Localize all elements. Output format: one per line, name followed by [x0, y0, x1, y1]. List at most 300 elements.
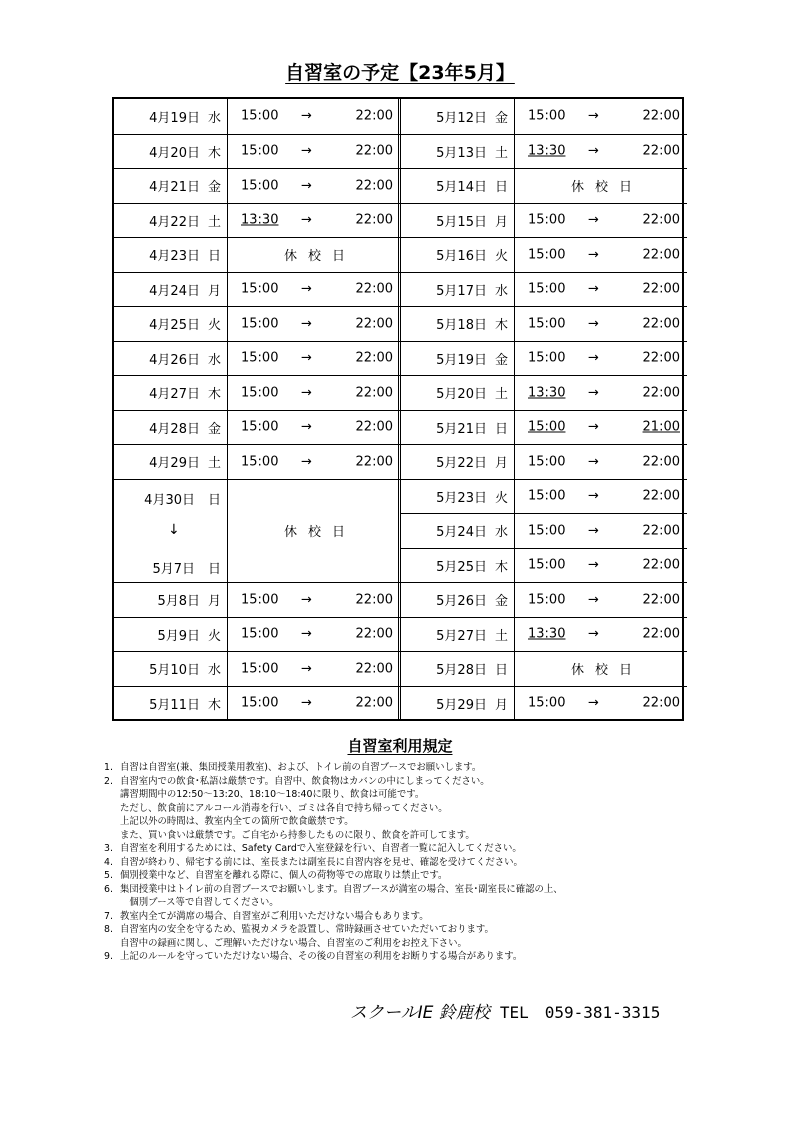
- rule-line: [104, 815, 724, 829]
- date-cell: [401, 618, 515, 652]
- time-cell: [516, 376, 687, 410]
- date-cell: [114, 480, 228, 583]
- arrow-icon: →: [588, 454, 599, 470]
- weekday: 火: [207, 318, 221, 334]
- date-text: 5月29日: [436, 697, 487, 713]
- schedule-row: [401, 134, 687, 169]
- rule-line: [104, 923, 724, 937]
- date-text: 5月20日: [436, 387, 487, 403]
- close-time: 22:00: [642, 557, 680, 573]
- date-cell: [401, 480, 515, 514]
- arrow-icon: →: [588, 695, 599, 711]
- weekday: 土: [494, 387, 508, 403]
- schedule-row: [114, 203, 400, 238]
- rule-number: 3.: [104, 843, 113, 854]
- date-cell: [401, 238, 515, 272]
- rule-line: [104, 829, 724, 843]
- arrow-icon: →: [588, 350, 599, 366]
- schedule-row: [114, 617, 400, 652]
- time-cell: [516, 549, 687, 583]
- arrow-icon: →: [588, 557, 599, 573]
- date-cell: [114, 135, 228, 169]
- date-cell: [401, 99, 515, 134]
- open-time: 15:00: [241, 316, 279, 332]
- date-text: 5月21日: [436, 421, 487, 437]
- date-text: 5月22日: [436, 456, 487, 472]
- arrow-icon: →: [301, 143, 312, 159]
- date-cell: [401, 445, 515, 479]
- schedule-row: [401, 513, 687, 548]
- date-text: 4月29日: [149, 456, 200, 472]
- date-text: 4月23日: [149, 249, 200, 265]
- close-time: 22:00: [355, 212, 393, 228]
- rule-text: 教室内全てが満席の場合、自習室がご利用いただけない場合もあります。: [120, 910, 429, 922]
- weekday: 水: [494, 283, 508, 299]
- open-time: 13:30: [528, 143, 566, 159]
- arrow-icon: →: [301, 661, 312, 677]
- weekday: 月: [494, 456, 508, 472]
- date-cell: [401, 376, 515, 410]
- rule-line: [104, 788, 724, 802]
- weekday: 土: [494, 145, 508, 161]
- date-text: 5月26日: [436, 594, 487, 610]
- date-text: 4月20日: [149, 145, 200, 161]
- rule-line: [104, 950, 724, 964]
- date-cell: [401, 342, 515, 376]
- schedule-table: [112, 97, 684, 721]
- date-text: 4月28日: [149, 421, 200, 437]
- time-cell: [516, 99, 687, 134]
- footer: [350, 998, 660, 1023]
- rule-text: 集団授業中はトイレ前の自習ブースでお願いします。自習ブースが満室の場合、室長･副室長に確認の上、: [120, 883, 563, 895]
- time-cell: [229, 583, 400, 617]
- date-cell: [114, 307, 228, 341]
- date-cell: [401, 583, 515, 617]
- close-time: 22:00: [355, 316, 393, 332]
- open-time: 15:00: [241, 281, 279, 297]
- date-cell: [401, 687, 515, 721]
- schedule-row: [401, 582, 687, 617]
- close-time: 22:00: [355, 108, 393, 124]
- date-text: 5月9日: [157, 628, 200, 644]
- close-time: 22:00: [355, 626, 393, 642]
- open-time: 15:00: [241, 178, 279, 194]
- schedule-row: [114, 168, 400, 203]
- rule-line: [104, 856, 724, 870]
- time-cell: [229, 618, 400, 652]
- schedule-row: [114, 582, 400, 617]
- weekday: 木: [207, 387, 221, 403]
- open-time: 13:30: [241, 212, 279, 228]
- weekday: 木: [207, 145, 221, 161]
- rule-line: [104, 910, 724, 924]
- rule-text: 自習中の録画に関し、ご理解いただけない場合、自習室のご利用をお控え下さい。: [120, 937, 467, 949]
- arrow-icon: →: [588, 281, 599, 297]
- time-cell: [516, 135, 687, 169]
- time-cell: [516, 583, 687, 617]
- weekday: 水: [207, 663, 221, 679]
- schedule-row: [401, 651, 687, 686]
- schedule-row: [401, 272, 687, 307]
- date-cell: [114, 273, 228, 307]
- time-cell: [516, 273, 687, 307]
- close-time: 22:00: [355, 454, 393, 470]
- close-time: 22:00: [642, 281, 680, 297]
- arrow-icon: →: [301, 454, 312, 470]
- date-cell: [114, 687, 228, 721]
- schedule-row: [114, 306, 400, 341]
- weekday: 水: [207, 110, 221, 126]
- rule-number: 2.: [104, 775, 113, 787]
- open-time: 15:00: [528, 247, 566, 263]
- open-time: 15:00: [528, 523, 566, 539]
- arrow-icon: →: [301, 592, 312, 608]
- time-cell: [516, 204, 687, 238]
- date-cell: [114, 342, 228, 376]
- arrow-icon: →: [588, 626, 599, 642]
- date-text: 5月18日: [436, 318, 487, 334]
- close-time: 22:00: [355, 178, 393, 194]
- closed-label: 休校日: [283, 525, 356, 541]
- schedule-row: [401, 237, 687, 272]
- date-cell: [401, 135, 515, 169]
- open-time: 15:00: [241, 695, 279, 711]
- open-time: 15:00: [528, 592, 566, 608]
- close-time: 22:00: [642, 108, 680, 124]
- schedule-row: [401, 479, 687, 514]
- weekday: 月: [494, 214, 508, 230]
- arrow-icon: →: [588, 592, 599, 608]
- time-cell: [229, 204, 400, 238]
- schedule-row: [114, 99, 400, 134]
- weekday: 日: [207, 249, 221, 265]
- weekday: 金: [494, 594, 508, 610]
- close-time: 22:00: [642, 143, 680, 159]
- date-text: 5月28日: [436, 663, 487, 679]
- date-text: 5月17日: [436, 283, 487, 299]
- open-time: 15:00: [528, 281, 566, 297]
- rule-text: 上記のルールを守っていただけない場合、その後の自習室の利用をお断りする場合があります。: [120, 951, 523, 962]
- schedule-row: [114, 237, 400, 272]
- schedule-row: [114, 479, 400, 583]
- weekday: 木: [207, 697, 221, 713]
- schedule-row: [401, 548, 687, 583]
- arrow-icon: →: [588, 419, 599, 435]
- schedule-column-left: [114, 99, 400, 719]
- schedule-row: [401, 99, 687, 134]
- time-cell: [229, 445, 400, 479]
- time-cell: [229, 307, 400, 341]
- date-cell: [401, 307, 515, 341]
- date-cell: [401, 549, 515, 583]
- date-cell: [401, 273, 515, 307]
- open-time: 15:00: [241, 385, 279, 401]
- schedule-row: [114, 444, 400, 479]
- schedule-row: [401, 306, 687, 341]
- date-text: 4月26日: [149, 352, 200, 368]
- weekday: 火: [494, 490, 508, 506]
- date-cell: [114, 99, 228, 134]
- weekday: 水: [207, 352, 221, 368]
- open-time: 15:00: [241, 143, 279, 159]
- open-time: 15:00: [528, 350, 566, 366]
- date-cell: [114, 618, 228, 652]
- time-cell: [229, 99, 400, 134]
- rule-number: 5.: [104, 870, 113, 881]
- time-cell: [229, 273, 400, 307]
- date-cell: [114, 411, 228, 445]
- rule-text: 自習室内での飲食･私語は厳禁です。自習中、飲食物はカバンの中にしまってください。: [120, 775, 490, 787]
- schedule-row: [401, 375, 687, 410]
- weekday: 火: [494, 249, 508, 265]
- time-cell: [516, 687, 687, 721]
- rule-number: 1.: [104, 762, 113, 773]
- close-time: 22:00: [355, 661, 393, 677]
- date-cell: [401, 514, 515, 548]
- open-time: 15:00: [528, 488, 566, 504]
- arrow-icon: →: [588, 523, 599, 539]
- weekday: 金: [494, 352, 508, 368]
- date-text: 5月10日: [149, 663, 200, 679]
- closed-label: 休校日: [283, 249, 356, 265]
- arrow-icon: →: [588, 316, 599, 332]
- rule-text: 自習が終わり、帰宅する前には、室長または副室長に自習内容を見せ、確認を受けてください。: [120, 856, 523, 868]
- close-time: 22:00: [355, 385, 393, 401]
- date-cell: [114, 204, 228, 238]
- date-text: 5月24日: [436, 525, 487, 541]
- weekday: 日: [494, 663, 508, 679]
- time-cell: [516, 445, 687, 479]
- arrow-icon: →: [301, 626, 312, 642]
- weekday: 土: [207, 456, 221, 472]
- date-text: 4月27日: [149, 387, 200, 403]
- date-text: 4月22日: [149, 214, 200, 230]
- open-time: 13:30: [528, 626, 566, 642]
- rule-number: 6.: [104, 883, 113, 895]
- date-text: 5月25日: [436, 559, 487, 575]
- weekday: 水: [494, 525, 508, 541]
- weekday: 土: [494, 628, 508, 644]
- arrow-icon: →: [301, 108, 312, 124]
- open-time: 15:00: [528, 212, 566, 228]
- time-cell: [229, 169, 400, 203]
- closed-label: 休校日: [570, 663, 643, 679]
- date-text: 5月11日: [149, 697, 200, 713]
- time-cell: [516, 238, 687, 272]
- open-time: 15:00: [241, 661, 279, 677]
- school-name: スクールIE 鈴鹿校: [350, 1003, 490, 1023]
- rule-line: [104, 869, 724, 883]
- time-cell: [516, 307, 687, 341]
- close-time: 22:00: [642, 316, 680, 332]
- open-time: 15:00: [528, 557, 566, 573]
- time-cell: [229, 342, 400, 376]
- close-time: 22:00: [642, 454, 680, 470]
- time-cell: [229, 652, 400, 686]
- schedule-row: [401, 203, 687, 238]
- date-text: 4月21日: [149, 180, 200, 196]
- close-time: 22:00: [642, 488, 680, 504]
- arrow-icon: →: [301, 281, 312, 297]
- date-text: 5月27日: [436, 628, 487, 644]
- open-time: 15:00: [528, 419, 566, 435]
- time-cell: [229, 376, 400, 410]
- schedule-row: [401, 617, 687, 652]
- weekday: 月: [494, 697, 508, 713]
- date-text: 4月24日: [149, 283, 200, 299]
- rule-text: 自習室内の安全を守るため、監視カメラを設置し、常時録画させていただいております。: [120, 924, 494, 935]
- closed-label: 休校日: [570, 180, 643, 196]
- open-time: 15:00: [241, 626, 279, 642]
- close-time: 22:00: [642, 247, 680, 263]
- close-time: 22:00: [642, 385, 680, 401]
- close-time: 22:00: [642, 350, 680, 366]
- close-time: 22:00: [355, 143, 393, 159]
- weekday: 金: [494, 110, 508, 126]
- rule-line: [104, 802, 724, 816]
- rule-text: 講習期間中の12:50～13:20、18:10～18:40に限り、飲食は可能です。: [120, 789, 425, 800]
- arrow-icon: →: [301, 316, 312, 332]
- rule-text: ただし、飲食前にアルコール消毒を行い、ゴミは各自で持ち帰ってください。: [120, 802, 448, 814]
- date-text: 5月15日: [436, 214, 487, 230]
- schedule-row: [401, 444, 687, 479]
- date-text: 5月12日: [436, 110, 487, 126]
- time-cell: [516, 411, 687, 445]
- rule-number: 4.: [104, 856, 113, 868]
- arrow-icon: →: [301, 178, 312, 194]
- close-time: 22:00: [642, 592, 680, 608]
- arrow-icon: →: [588, 385, 599, 401]
- date-cell: [401, 411, 515, 445]
- arrow-icon: →: [301, 419, 312, 435]
- rule-line: [104, 937, 724, 951]
- date-text: 5月13日: [436, 145, 487, 161]
- rule-line: [104, 896, 724, 910]
- open-time: 15:00: [528, 695, 566, 711]
- date-cell: [114, 376, 228, 410]
- schedule-row: [114, 375, 400, 410]
- schedule-row: [401, 341, 687, 376]
- time-cell: [229, 135, 400, 169]
- date-cell: [401, 652, 515, 686]
- open-time: 13:30: [528, 385, 566, 401]
- date-cell: [114, 445, 228, 479]
- rule-number: 7.: [104, 910, 113, 922]
- rules-list: [104, 761, 724, 964]
- open-time: 15:00: [241, 350, 279, 366]
- weekday: 日: [494, 421, 508, 437]
- close-time: 22:00: [355, 592, 393, 608]
- open-time: 15:00: [241, 592, 279, 608]
- rule-text: 個別授業中など、自習室を離れる際に、個人の荷物等での席取りは禁止です。: [120, 870, 448, 881]
- arrow-icon: →: [301, 350, 312, 366]
- close-time: 22:00: [642, 626, 680, 642]
- down-arrow-icon: ↓: [168, 522, 180, 539]
- weekday: 金: [207, 180, 221, 196]
- close-time: 22:00: [355, 695, 393, 711]
- date-cell: [401, 169, 515, 203]
- schedule-row: [401, 168, 687, 203]
- close-time: 21:00: [642, 419, 680, 435]
- time-cell: [516, 342, 687, 376]
- date-text: 5月16日: [436, 249, 487, 265]
- rule-text: 上記以外の時間は、教室内全ての箇所で飲食厳禁です。: [120, 816, 354, 827]
- weekday: 金: [207, 421, 221, 437]
- schedule-row: [114, 134, 400, 169]
- weekday: 土: [207, 214, 221, 230]
- date-text: 5月14日: [436, 180, 487, 196]
- date-cell: [114, 652, 228, 686]
- date-text: 4月19日: [149, 110, 200, 126]
- weekday: 月: [207, 594, 221, 610]
- weekday: 木: [494, 318, 508, 334]
- schedule-row: [114, 410, 400, 445]
- date-cell: [114, 238, 228, 272]
- rule-line: [104, 775, 724, 789]
- time-cell: [229, 687, 400, 721]
- range-start: 4月30日 日: [144, 492, 221, 508]
- arrow-icon: →: [301, 695, 312, 711]
- schedule-row: [114, 272, 400, 307]
- rule-line: [104, 883, 724, 897]
- date-cell: [114, 583, 228, 617]
- schedule-row: [114, 341, 400, 376]
- rule-number: 8.: [104, 924, 113, 935]
- rule-text: 自習室を利用するためには、Safety Cardで入室登録を行い、自習者一覧に記入してください。: [120, 843, 522, 854]
- rule-number: 9.: [104, 951, 113, 962]
- arrow-icon: →: [588, 212, 599, 228]
- date-text: 5月19日: [436, 352, 487, 368]
- close-time: 22:00: [642, 695, 680, 711]
- weekday: 月: [207, 283, 221, 299]
- close-time: 22:00: [355, 419, 393, 435]
- rule-line: [104, 842, 724, 856]
- time-cell: [516, 514, 687, 548]
- schedule-row: [401, 686, 687, 721]
- page-title: 自習室の予定【23年5月】: [285, 62, 515, 84]
- schedule-row: [114, 651, 400, 686]
- open-time: 15:00: [528, 108, 566, 124]
- rule-text: 自習は自習室(兼、集団授業用教室)、および、トイレ前の自習ブースでお願いします。: [120, 762, 482, 773]
- phone-number: TEL 059-381-3315: [499, 1003, 661, 1022]
- arrow-icon: →: [301, 385, 312, 401]
- rule-text: また、買い食いは厳禁です。ご自宅から持参したものに限り、飲食を許可してます。: [120, 829, 475, 841]
- close-time: 22:00: [355, 281, 393, 297]
- weekday: 日: [494, 180, 508, 196]
- arrow-icon: →: [588, 247, 599, 263]
- arrow-icon: →: [301, 212, 312, 228]
- open-time: 15:00: [528, 316, 566, 332]
- time-cell: [516, 480, 687, 514]
- open-time: 15:00: [241, 108, 279, 124]
- date-cell: [401, 204, 515, 238]
- arrow-icon: →: [588, 143, 599, 159]
- date-text: 4月25日: [149, 318, 200, 334]
- time-cell: [516, 618, 687, 652]
- date-cell: [114, 169, 228, 203]
- rule-line: [104, 761, 724, 775]
- open-time: 15:00: [241, 454, 279, 470]
- schedule-column-right: [398, 99, 687, 719]
- time-cell: [229, 411, 400, 445]
- weekday: 火: [207, 628, 221, 644]
- open-time: 15:00: [528, 454, 566, 470]
- open-time: 15:00: [241, 419, 279, 435]
- close-time: 22:00: [355, 350, 393, 366]
- arrow-icon: →: [588, 488, 599, 504]
- date-text: 5月8日: [157, 594, 200, 610]
- range-end: 5月7日 日: [152, 561, 221, 577]
